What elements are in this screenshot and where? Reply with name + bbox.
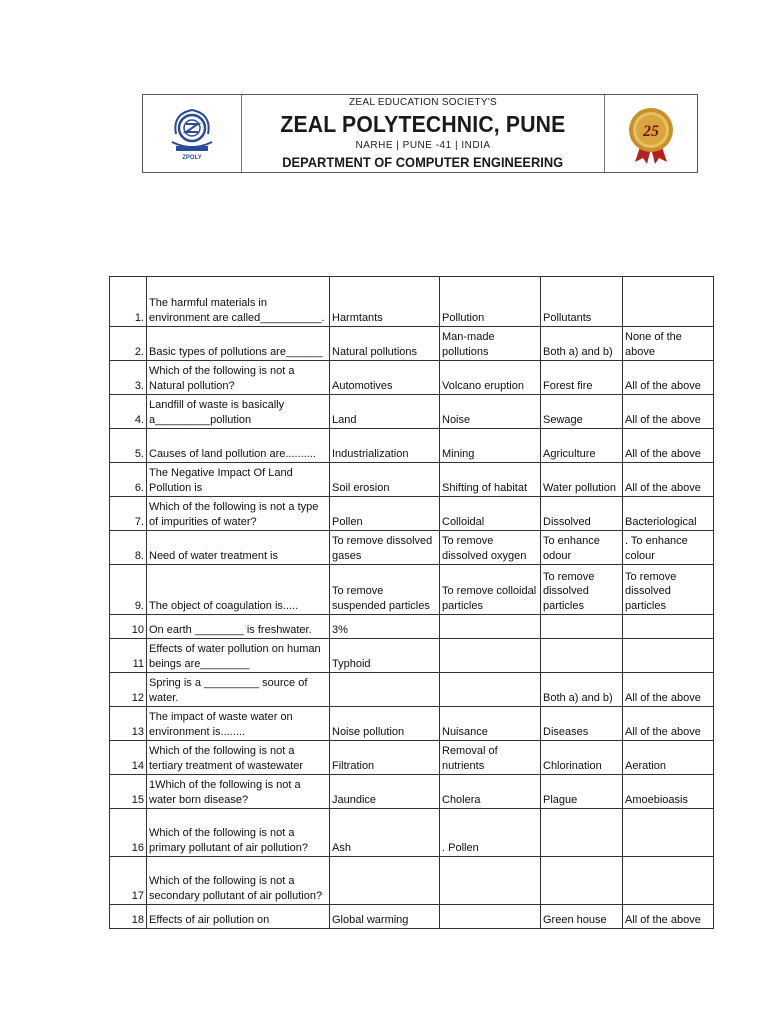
option-d: None of the above xyxy=(623,327,714,361)
option-c: Water pollution xyxy=(541,463,623,497)
question-row xyxy=(110,707,714,741)
zeal-logo-icon xyxy=(162,104,222,164)
option-c: Plague xyxy=(541,775,623,809)
option-c xyxy=(541,615,623,639)
question-row xyxy=(110,615,714,639)
option-d: Aeration xyxy=(623,741,714,775)
question-row xyxy=(110,327,714,361)
question-number: 7. xyxy=(110,497,147,531)
option-b: Man-made pollutions xyxy=(440,327,541,361)
option-c: Chlorination xyxy=(541,741,623,775)
question-number: 14 xyxy=(110,741,147,775)
question-table xyxy=(109,276,714,929)
question-number: 11 xyxy=(110,639,147,673)
question-number: 13 xyxy=(110,707,147,741)
question-row xyxy=(110,639,714,673)
option-c xyxy=(541,809,623,857)
question-number: 1. xyxy=(110,277,147,327)
option-d: All of the above xyxy=(623,707,714,741)
question-text: Which of the following is not a secondary pollutant of air pollution? xyxy=(147,857,330,905)
option-a xyxy=(330,857,440,905)
question-text: The impact of waste water on environment is........ xyxy=(147,707,330,741)
option-d: To remove dissolved particles xyxy=(623,565,714,615)
question-row xyxy=(110,395,714,429)
question-number: 15 xyxy=(110,775,147,809)
question-number: 5. xyxy=(110,429,147,463)
option-c: Both a) and b) xyxy=(541,673,623,707)
question-text: The harmful materials in environment are called__________. xyxy=(147,277,330,327)
college-name: ZEAL POLYTECHNIC, PUNE xyxy=(280,111,566,137)
question-number: 12 xyxy=(110,673,147,707)
option-a: Jaundice xyxy=(330,775,440,809)
option-c: Dissolved xyxy=(541,497,623,531)
option-d xyxy=(623,809,714,857)
option-d xyxy=(623,277,714,327)
option-a: Harmtants xyxy=(330,277,440,327)
option-b xyxy=(440,905,541,929)
question-number: 10 xyxy=(110,615,147,639)
option-c xyxy=(541,639,623,673)
option-a: Typhoid xyxy=(330,639,440,673)
question-row xyxy=(110,741,714,775)
option-d: All of the above xyxy=(623,429,714,463)
question-row xyxy=(110,361,714,395)
option-b: Colloidal xyxy=(440,497,541,531)
question-row xyxy=(110,429,714,463)
question-row xyxy=(110,905,714,929)
question-number: 17 xyxy=(110,857,147,905)
option-b: Noise xyxy=(440,395,541,429)
option-a: Filtration xyxy=(330,741,440,775)
question-number: 8. xyxy=(110,531,147,565)
option-b: To remove dissolved oxygen xyxy=(440,531,541,565)
option-c: Sewage xyxy=(541,395,623,429)
option-b: Mining xyxy=(440,429,541,463)
question-text: Spring is a _________ source of water. xyxy=(147,673,330,707)
option-b: Nuisance xyxy=(440,707,541,741)
option-a: Natural pollutions xyxy=(330,327,440,361)
option-b: Pollution xyxy=(440,277,541,327)
option-d: All of the above xyxy=(623,673,714,707)
option-d: All of the above xyxy=(623,395,714,429)
question-text: Which of the following is not a primary pollutant of air pollution? xyxy=(147,809,330,857)
option-c: Agriculture xyxy=(541,429,623,463)
question-text: The Negative Impact Of Land Pollution is xyxy=(147,463,330,497)
question-text: On earth ________ is freshwater. xyxy=(147,615,330,639)
question-row xyxy=(110,673,714,707)
question-text: Basic types of pollutions are______ xyxy=(147,327,330,361)
header-banner xyxy=(142,94,698,173)
option-a xyxy=(330,673,440,707)
option-c: To enhance odour xyxy=(541,531,623,565)
option-b: To remove colloidal particles xyxy=(440,565,541,615)
option-a: Land xyxy=(330,395,440,429)
option-d: All of the above xyxy=(623,905,714,929)
option-a: Soil erosion xyxy=(330,463,440,497)
question-text: Effects of air pollution on xyxy=(147,905,330,929)
option-c: Pollutants xyxy=(541,277,623,327)
option-a: 3% xyxy=(330,615,440,639)
header-title-block xyxy=(242,95,604,172)
question-number: 18 xyxy=(110,905,147,929)
option-c xyxy=(541,857,623,905)
option-c: Diseases xyxy=(541,707,623,741)
anniversary-badge-icon xyxy=(621,104,681,164)
option-c: To remove dissolved particles xyxy=(541,565,623,615)
option-a: To remove suspended particles xyxy=(330,565,440,615)
option-a: Industrialization xyxy=(330,429,440,463)
option-d: All of the above xyxy=(623,463,714,497)
option-b xyxy=(440,615,541,639)
college-address: NARHE | PUNE -41 | INDIA xyxy=(355,140,491,151)
question-number: 6. xyxy=(110,463,147,497)
option-c: Green house xyxy=(541,905,623,929)
option-b: . Pollen xyxy=(440,809,541,857)
svg-text:25: 25 xyxy=(643,122,659,140)
option-a: Ash xyxy=(330,809,440,857)
question-text: Which of the following is not a tertiary treatment of wastewater xyxy=(147,741,330,775)
option-b: Removal of nutrients xyxy=(440,741,541,775)
question-row xyxy=(110,775,714,809)
question-text: Effects of water pollution on human beings are________ xyxy=(147,639,330,673)
question-text: Which of the following is not a type of impurities of water? xyxy=(147,497,330,531)
question-number: 16 xyxy=(110,809,147,857)
department-name: DEPARTMENT OF COMPUTER ENGINEERING xyxy=(282,154,564,170)
option-d xyxy=(623,615,714,639)
option-b: Cholera xyxy=(440,775,541,809)
option-a: Global warming xyxy=(330,905,440,929)
question-row xyxy=(110,809,714,857)
question-text: 1Which of the following is not a water born disease? xyxy=(147,775,330,809)
option-d: All of the above xyxy=(623,361,714,395)
option-b xyxy=(440,639,541,673)
option-a: Noise pollution xyxy=(330,707,440,741)
option-b: Shifting of habitat xyxy=(440,463,541,497)
anniversary-badge xyxy=(604,95,697,172)
option-c: Forest fire xyxy=(541,361,623,395)
question-text: Landfill of waste is basically a_________pollution xyxy=(147,395,330,429)
question-row xyxy=(110,857,714,905)
svg-text:ZPOLY: ZPOLY xyxy=(182,154,202,161)
question-number: 9. xyxy=(110,565,147,615)
college-logo xyxy=(143,95,242,172)
option-d xyxy=(623,857,714,905)
question-row xyxy=(110,463,714,497)
question-row xyxy=(110,531,714,565)
option-d: . To enhance colour xyxy=(623,531,714,565)
option-a: Automotives xyxy=(330,361,440,395)
option-b: Volcano eruption xyxy=(440,361,541,395)
question-text: The object of coagulation is..... xyxy=(147,565,330,615)
option-d: Amoebioasis xyxy=(623,775,714,809)
question-row xyxy=(110,565,714,615)
question-number: 2. xyxy=(110,327,147,361)
option-a: Pollen xyxy=(330,497,440,531)
question-number: 3. xyxy=(110,361,147,395)
option-b xyxy=(440,857,541,905)
question-text: Causes of land pollution are.......... xyxy=(147,429,330,463)
question-text: Need of water treatment is xyxy=(147,531,330,565)
option-d: Bacteriological xyxy=(623,497,714,531)
question-row xyxy=(110,497,714,531)
question-text: Which of the following is not a Natural pollution? xyxy=(147,361,330,395)
question-row xyxy=(110,277,714,327)
option-b xyxy=(440,673,541,707)
society-name: ZEAL EDUCATION SOCIETY'S xyxy=(348,97,498,108)
question-number: 4. xyxy=(110,395,147,429)
option-a: To remove dissolved gases xyxy=(330,531,440,565)
option-d xyxy=(623,639,714,673)
option-c: Both a) and b) xyxy=(541,327,623,361)
